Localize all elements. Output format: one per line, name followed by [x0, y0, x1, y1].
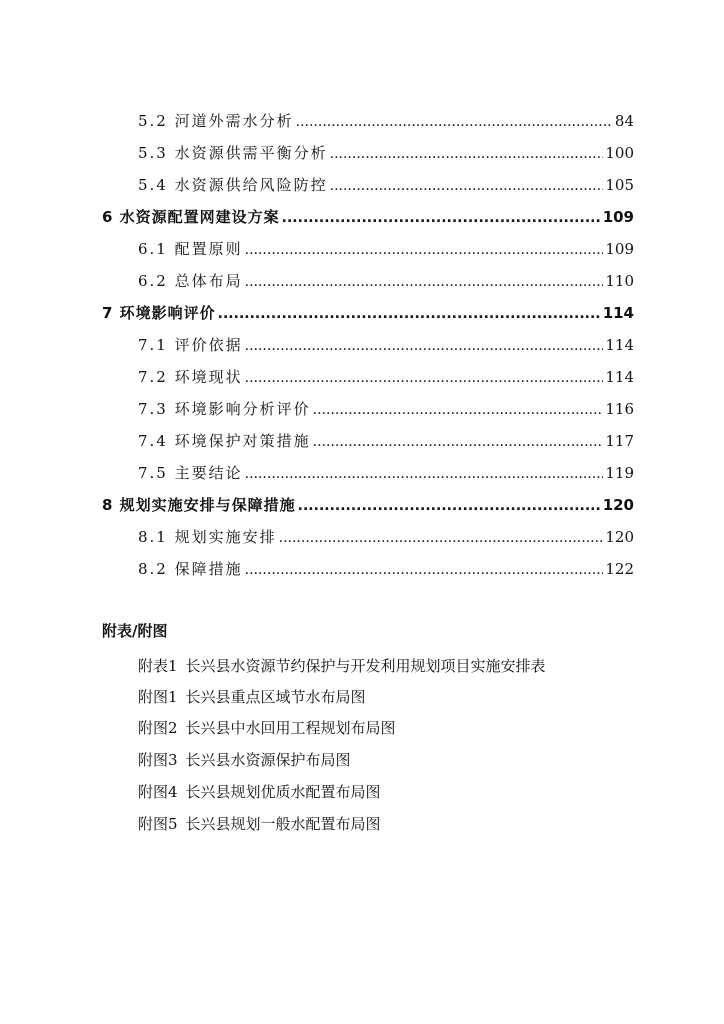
toc-leader-dots: [282, 205, 601, 231]
toc-entry[interactable]: [138, 236, 634, 262]
toc-entry-page: 84: [614, 112, 634, 130]
appendix-item-prefix: 附图2: [138, 719, 178, 737]
appendix-item-text: 长兴县水资源保护布局图: [185, 751, 351, 769]
toc-leader-dots: [330, 173, 604, 199]
toc-entry[interactable]: [138, 556, 634, 582]
toc-leader-dots: [245, 333, 604, 359]
toc-entry-page: 105: [605, 176, 634, 194]
toc-chapter-label: 7 环境影响评价: [102, 304, 216, 322]
toc-entry-label: 6.1 配置原则: [138, 240, 243, 258]
toc-leader-dots: [279, 525, 604, 551]
toc-entry-label: 7.5 主要结论: [138, 464, 243, 482]
appendix-item[interactable]: [138, 686, 366, 707]
toc-entry-label: 8.2 保障措施: [138, 560, 243, 578]
toc-entry-page: 117: [605, 432, 634, 450]
toc-leader-dots: [313, 397, 604, 423]
appendix-item-text: 长兴县重点区域节水布局图: [185, 688, 366, 706]
toc-leader-dots: [245, 557, 604, 583]
appendix-item-text: 长兴县中水回用工程规划布局图: [185, 719, 396, 737]
toc-entry-page: 119: [605, 464, 634, 482]
appendix-item-text: 长兴县规划优质水配置布局图: [185, 783, 381, 801]
toc-leader-dots: [313, 429, 604, 455]
toc-leader-dots: [298, 493, 601, 519]
toc-entry[interactable]: [138, 172, 634, 198]
toc-entry-page: 114: [605, 336, 634, 354]
toc-entry[interactable]: [138, 268, 634, 294]
appendix-heading: 附表/附图: [102, 622, 168, 640]
toc-leader-dots: [245, 237, 604, 263]
toc-entry-label: 5.4 水资源供给风险防控: [138, 176, 328, 194]
toc-chapter-page: 109: [602, 208, 634, 226]
appendix-item-prefix: 附图3: [138, 751, 178, 769]
toc-leader-dots: [245, 269, 604, 295]
toc-entry[interactable]: [138, 332, 634, 358]
toc-entry-page: 100: [605, 144, 634, 162]
toc-chapter-page: 114: [602, 304, 634, 322]
toc-entry[interactable]: [138, 428, 634, 454]
toc-entry-page: 114: [605, 368, 634, 386]
appendix-item[interactable]: [138, 655, 546, 676]
toc-chapter-label: 6 水资源配置网建设方案: [102, 208, 280, 226]
toc-entry[interactable]: [138, 108, 634, 134]
toc-entry[interactable]: [138, 460, 634, 486]
toc-leader-dots: [245, 365, 604, 391]
appendix-item-prefix: 附表1: [138, 657, 178, 675]
toc-entry-label: 7.4 环境保护对策措施: [138, 432, 311, 450]
appendix-item-prefix: 附图4: [138, 783, 178, 801]
toc-entry-label: 7.2 环境现状: [138, 368, 243, 386]
appendix-item-prefix: 附图1: [138, 688, 178, 706]
toc-leader-dots: [296, 109, 613, 135]
toc-entry-page: 122: [605, 560, 634, 578]
toc-leader-dots: [218, 301, 601, 327]
toc-entry[interactable]: [138, 524, 634, 550]
toc-entry-page: 110: [605, 272, 634, 290]
appendix-item[interactable]: [138, 717, 396, 738]
toc-leader-dots: [330, 141, 604, 167]
appendix-item-text: 长兴县水资源节约保护与开发利用规划项目实施安排表: [185, 657, 546, 675]
toc-entry-page: 116: [605, 400, 634, 418]
toc-chapter-label: 8 规划实施安排与保障措施: [102, 496, 296, 514]
toc-entry[interactable]: [138, 364, 634, 390]
appendix-item[interactable]: [138, 813, 381, 834]
toc-entry-label: 8.1 规划实施安排: [138, 528, 277, 546]
appendix-item[interactable]: [138, 781, 381, 802]
toc-entry-page: 109: [605, 240, 634, 258]
appendix-item[interactable]: [138, 749, 351, 770]
toc-entry-label: 5.2 河道外需水分析: [138, 112, 294, 130]
toc-entry-label: 5.3 水资源供需平衡分析: [138, 144, 328, 162]
toc-chapter[interactable]: [102, 300, 634, 326]
toc-entry-label: 6.2 总体布局: [138, 272, 243, 290]
appendix-item-text: 长兴县规划一般水配置布局图: [185, 815, 381, 833]
toc-entry[interactable]: [138, 396, 634, 422]
toc-leader-dots: [245, 461, 604, 487]
toc-entry-page: 120: [605, 528, 634, 546]
toc-entry-label: 7.1 评价依据: [138, 336, 243, 354]
toc-chapter-page: 120: [602, 496, 634, 514]
toc-entry[interactable]: [138, 140, 634, 166]
appendix-item-prefix: 附图5: [138, 815, 178, 833]
toc-chapter[interactable]: [102, 204, 634, 230]
toc-entry-label: 7.3 环境影响分析评价: [138, 400, 311, 418]
toc-chapter[interactable]: [102, 492, 634, 518]
